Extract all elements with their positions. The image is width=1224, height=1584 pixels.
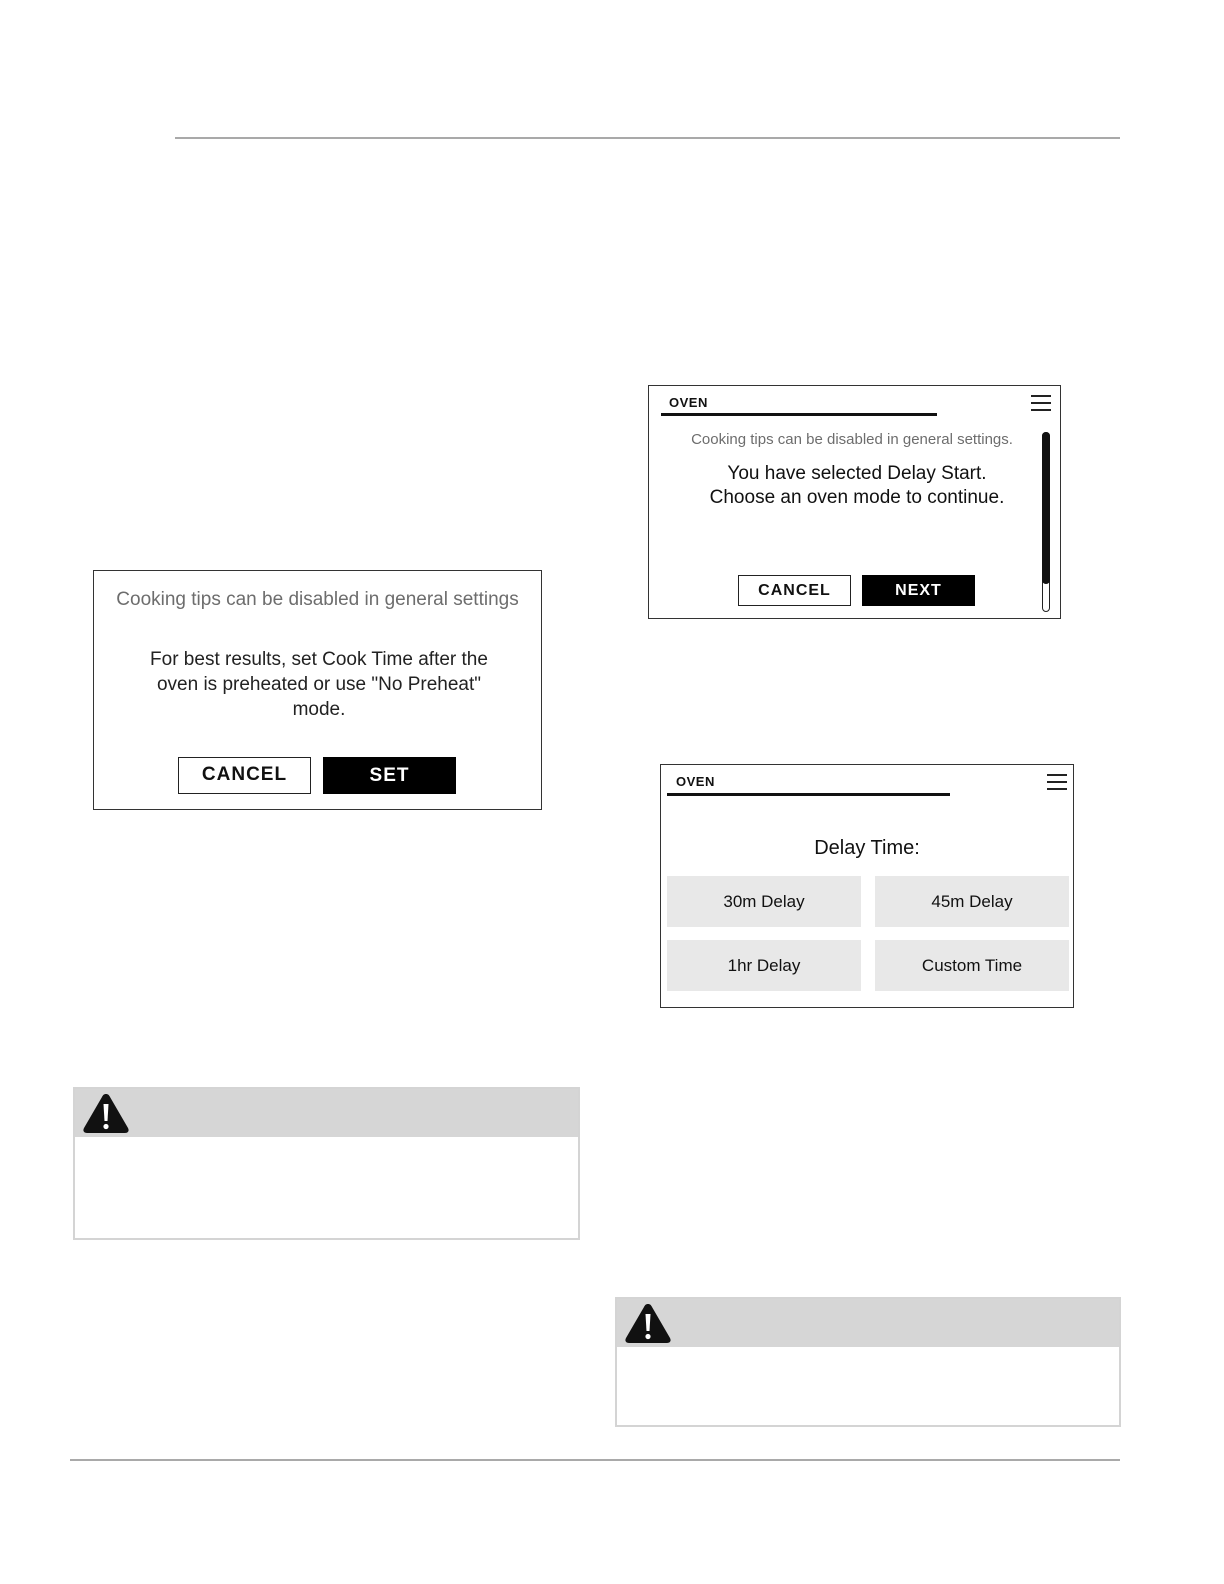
delay-start-message [679, 462, 1035, 510]
bottom-rule [70, 1459, 1120, 1461]
warning-exclamation-icon [81, 1091, 131, 1135]
hamburger-menu-icon[interactable] [1031, 394, 1051, 411]
oven-header-label: OVEN [669, 395, 708, 410]
top-rule [175, 137, 1120, 139]
cooking-tip-text: Cooking tips can be disabled in general settings [116, 589, 519, 610]
cook-time-tip-screen [93, 570, 542, 810]
hamburger-menu-icon[interactable] [1047, 773, 1067, 790]
custom-time-button[interactable]: Custom Time [875, 940, 1069, 991]
warning-exclamation-icon [623, 1301, 673, 1345]
delay-time-screen [660, 764, 1074, 1008]
header-underline [667, 793, 950, 796]
delay-1hr-button[interactable]: 1hr Delay [667, 940, 861, 991]
set-button[interactable]: SET [323, 757, 456, 794]
cancel-button[interactable]: CANCEL [178, 757, 311, 794]
cooking-tip-text: Cooking tips can be disabled in general settings. [691, 431, 1013, 448]
header-underline [661, 413, 937, 416]
warning-header [75, 1089, 578, 1137]
warning-header [617, 1299, 1119, 1347]
delay-start-message-line2: Choose an oven mode to continue. [709, 487, 1005, 508]
delay-45m-button[interactable]: 45m Delay [875, 876, 1069, 927]
warning-box [615, 1297, 1121, 1427]
delay-time-title: Delay Time: [814, 837, 920, 859]
oven-header-label: OVEN [676, 774, 715, 789]
scrollbar-thumb[interactable] [1042, 432, 1050, 584]
delay-start-tip-screen [648, 385, 1061, 619]
warning-box [73, 1087, 580, 1240]
delay-30m-button[interactable]: 30m Delay [667, 876, 861, 927]
delay-start-message-line1: You have selected Delay Start. [727, 463, 987, 484]
next-button[interactable]: NEXT [862, 575, 975, 606]
cancel-button[interactable]: CANCEL [738, 575, 851, 606]
cook-time-message: For best results, set Cook Time after the oven is preheated or use "No Preheat" mode. [150, 649, 488, 720]
